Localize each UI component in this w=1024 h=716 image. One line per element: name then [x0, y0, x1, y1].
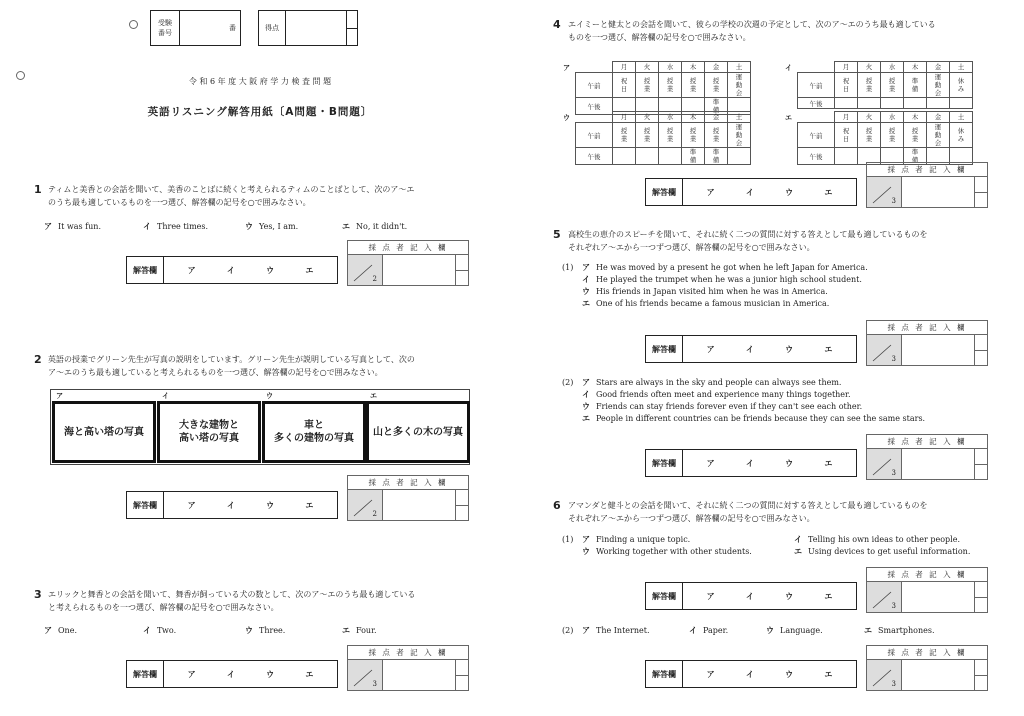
points: 3	[891, 469, 896, 477]
schedule-cell: 祝 日	[835, 123, 858, 148]
schedule-cell: 授 業	[659, 123, 682, 148]
answer-row[interactable]	[645, 582, 857, 610]
day-header: 木	[682, 112, 705, 123]
day-header: 火	[636, 62, 659, 73]
answer-row[interactable]	[645, 449, 857, 477]
choice-item: イ Paper.	[689, 626, 729, 635]
table-label: エ	[785, 114, 792, 122]
schedule-cell: 準 備	[904, 148, 927, 165]
picture-label: エ	[370, 392, 377, 400]
points: 3	[891, 602, 896, 610]
answer-row[interactable]	[126, 660, 338, 688]
ban-label: 番	[229, 24, 236, 32]
day-header: 火	[858, 112, 881, 123]
schedule-cell: 運 動 会	[927, 123, 950, 148]
day-header: 水	[881, 62, 904, 73]
question-text: 英語の授業でグリーン先生が写真の説明をしています。グリーン先生が説明している写真として、次の ア～エのうち最も適していると考えられるものを一つ選び、解答欄の記号を○で囲みなさい。	[48, 355, 415, 377]
choice-item: ウ Working together with other students.	[582, 547, 752, 556]
period-label: 午前	[576, 73, 613, 98]
option-i[interactable]: イ	[226, 265, 235, 275]
day-header: 木	[904, 62, 927, 73]
schedule-cell	[858, 98, 881, 109]
choice-item: ウ Three.	[245, 626, 286, 635]
answer-row[interactable]	[645, 660, 857, 688]
choice-list: ア He was moved by a present he got when he left Japan for America. イ He played the trumpet when he was a junior high school student. ウ His friends in Japan visited him when he was in America. エ One of his friends became a famous musician in America.	[582, 263, 868, 308]
option-a[interactable]: ア	[706, 669, 715, 679]
schedule-cell	[904, 98, 927, 109]
schedule-cell: 授 業	[682, 73, 705, 98]
scorer-label: 採 点 者 記 入 欄	[867, 646, 987, 660]
exam-number-box[interactable]	[150, 10, 241, 46]
answer-label: 解答欄	[127, 492, 164, 518]
option-i[interactable]: イ	[226, 669, 235, 679]
table-corner	[798, 62, 835, 73]
choice-item: イ Three times.	[143, 222, 209, 231]
schedule-cell: 運 動 会	[728, 73, 751, 98]
scorer-label: 採 点 者 記 入 欄	[867, 435, 987, 449]
scorer-box	[866, 162, 988, 208]
period-label: 午後	[798, 98, 835, 109]
day-header: 月	[835, 112, 858, 123]
scorer-label: 採 点 者 記 入 欄	[867, 321, 987, 335]
sub-question-label: (2)	[562, 626, 574, 635]
picture-label: ア	[56, 392, 63, 400]
scorer-label: 採 点 者 記 入 欄	[867, 163, 987, 177]
sub-question-label: (2)	[562, 378, 574, 387]
choice-item: エ Four.	[342, 626, 377, 635]
question-number: 1	[34, 183, 42, 196]
question-text: エリックと舞香との会話を聞いて、舞香が飼っている犬の数として、次のア～エのうち最も適している と考えられるものを一つ選び、解答欄の記号を○で囲みなさい。	[48, 590, 416, 612]
day-header: 金	[927, 112, 950, 123]
schedule-table	[797, 111, 973, 165]
scorer-box	[347, 475, 469, 521]
schedule-table	[575, 61, 751, 115]
table-label: ウ	[563, 114, 570, 122]
option-e[interactable]: エ	[824, 458, 833, 468]
answer-label: 解答欄	[646, 179, 683, 205]
schedule-cell	[950, 98, 973, 109]
option-a[interactable]: ア	[187, 669, 196, 679]
schedule-table	[797, 61, 973, 109]
schedule-cell: 授 業	[613, 123, 636, 148]
option-i[interactable]: イ	[745, 458, 754, 468]
option-u[interactable]: ウ	[266, 669, 275, 679]
score-label: 得点	[259, 11, 286, 45]
exam-number-label: 受験	[158, 19, 172, 27]
scorer-label: 採 点 者 記 入 欄	[867, 568, 987, 582]
day-header: 土	[950, 112, 973, 123]
day-header: 土	[728, 62, 751, 73]
option-e[interactable]: エ	[305, 265, 314, 275]
sub-question-label: (1)	[562, 535, 574, 544]
question-number: 6	[553, 499, 561, 512]
option-u[interactable]: ウ	[785, 187, 794, 197]
schedule-cell: 授 業	[636, 123, 659, 148]
option-e[interactable]: エ	[824, 344, 833, 354]
day-header: 金	[927, 62, 950, 73]
schedule-cell: 運 動 会	[728, 123, 751, 148]
option-e[interactable]: エ	[824, 669, 833, 679]
schedule-cell: 祝 日	[613, 73, 636, 98]
question-number: 2	[34, 353, 42, 366]
picture-option: 大きな建物と 高い塔の写真	[157, 401, 261, 463]
day-header: 金	[705, 112, 728, 123]
scorer-box	[866, 645, 988, 691]
schedule-cell	[636, 148, 659, 165]
choice-item: ア The Internet.	[582, 626, 650, 635]
answer-row[interactable]	[126, 491, 338, 519]
schedule-cell: 準 備	[705, 98, 728, 115]
schedule-cell: 休 み	[950, 73, 973, 98]
schedule-cell: 授 業	[904, 123, 927, 148]
scorer-label: 採 点 者 記 入 欄	[348, 241, 468, 255]
schedule-cell: 準 備	[904, 73, 927, 98]
picture-option: 山と多くの木の写真	[366, 401, 470, 463]
question-text: 高校生の恵介のスピーチを聞いて、それに続く二つの質問に対する答えとして最も適しているものを それぞれア～エから一つずつ選び、解答欄の記号を○で囲みなさい。	[568, 230, 928, 252]
schedule-cell	[927, 98, 950, 109]
day-header: 金	[705, 62, 728, 73]
choice-item: イ Telling his own ideas to other people.	[794, 535, 960, 544]
schedule-cell: 授 業	[881, 73, 904, 98]
sub-question-label: (1)	[562, 263, 574, 272]
option-i[interactable]: イ	[745, 591, 754, 601]
answer-label: 解答欄	[646, 583, 683, 609]
period-label: 午後	[798, 148, 835, 165]
score-box[interactable]	[258, 10, 358, 46]
scorer-box	[347, 645, 469, 691]
schedule-cell	[728, 148, 751, 165]
scorer-label: 採 点 者 記 入 欄	[348, 476, 468, 490]
day-header: 木	[682, 62, 705, 73]
schedule-cell: 授 業	[858, 123, 881, 148]
answer-row[interactable]	[126, 256, 338, 284]
schedule-cell: 授 業	[705, 73, 728, 98]
choice-item: エ Using devices to get useful information.	[794, 547, 971, 556]
points: 3	[891, 680, 896, 688]
question-number: 3	[34, 588, 42, 601]
answer-label: 解答欄	[646, 336, 683, 362]
choice-item: ア It was fun.	[44, 222, 101, 231]
option-u[interactable]: ウ	[785, 458, 794, 468]
answer-row[interactable]	[645, 178, 857, 206]
answer-label: 解答欄	[646, 661, 683, 687]
schedule-cell	[613, 148, 636, 165]
points: 2	[372, 510, 377, 518]
schedule-cell: 祝 日	[835, 73, 858, 98]
question-text: アマンダと健斗との会話を聞いて、それに続く二つの質問に対する答えとして最も適しているものを それぞれア～エから一つずつ選び、解答欄の記号を○で囲みなさい。	[568, 501, 928, 523]
option-e[interactable]: エ	[305, 500, 314, 510]
punch-hole-mark	[129, 20, 138, 29]
day-header: 月	[613, 112, 636, 123]
exam-subtitle: 令 和 6 年 度 大 阪 府 学 力 検 査 問 題	[188, 77, 332, 86]
schedule-cell	[659, 148, 682, 165]
option-i[interactable]: イ	[745, 344, 754, 354]
exam-number-label: 番号	[158, 29, 172, 37]
option-u[interactable]: ウ	[785, 591, 794, 601]
schedule-cell	[835, 148, 858, 165]
day-header: 木	[904, 112, 927, 123]
choice-item: ウ Yes, I am.	[245, 222, 299, 231]
day-header: 水	[659, 62, 682, 73]
option-a[interactable]: ア	[706, 187, 715, 197]
answer-label: 解答欄	[646, 450, 683, 476]
points: 3	[891, 355, 896, 363]
points: 3	[891, 197, 896, 205]
option-u[interactable]: ウ	[266, 265, 275, 275]
schedule-cell: 運 動 会	[927, 73, 950, 98]
option-a[interactable]: ア	[706, 591, 715, 601]
day-header: 水	[881, 112, 904, 123]
option-u[interactable]: ウ	[266, 500, 275, 510]
question-number: 5	[553, 228, 561, 241]
choice-item: ア Finding a unique topic.	[582, 535, 691, 544]
period-label: 午前	[798, 73, 835, 98]
day-header: 月	[613, 62, 636, 73]
period-label: 午前	[576, 123, 613, 148]
option-a[interactable]: ア	[706, 458, 715, 468]
table-corner	[576, 62, 613, 73]
schedule-cell: 準 備	[705, 148, 728, 165]
question-number: 4	[553, 18, 561, 31]
option-a[interactable]: ア	[187, 500, 196, 510]
picture-label: イ	[162, 392, 169, 400]
option-a[interactable]: ア	[706, 344, 715, 354]
option-i[interactable]: イ	[745, 669, 754, 679]
table-corner	[798, 112, 835, 123]
schedule-cell: 授 業	[858, 73, 881, 98]
schedule-cell: 準 備	[682, 148, 705, 165]
period-label: 午後	[576, 148, 613, 165]
schedule-cell: 休 み	[950, 123, 973, 148]
scorer-label: 採 点 者 記 入 欄	[348, 646, 468, 660]
schedule-cell: 授 業	[636, 73, 659, 98]
picture-option: 車と 多くの建物の写真	[262, 401, 366, 463]
answer-label: 解答欄	[127, 661, 164, 687]
option-e[interactable]: エ	[824, 591, 833, 601]
scorer-box	[866, 320, 988, 366]
option-u[interactable]: ウ	[785, 669, 794, 679]
answer-label: 解答欄	[127, 257, 164, 283]
day-header: 水	[659, 112, 682, 123]
day-header: 火	[636, 112, 659, 123]
choice-item: イ Two.	[143, 626, 177, 635]
choice-list: ア Stars are always in the sky and people can always see them. イ Good friends often meet and experience many things together. ウ Friends can stay friends forever even if they can't see each other. エ People in different countries can be friends because they can see the same stars.	[582, 378, 926, 423]
table-corner	[576, 112, 613, 123]
option-i[interactable]: イ	[745, 187, 754, 197]
choice-item: エ No, it didn't.	[342, 222, 408, 231]
answer-row[interactable]	[645, 335, 857, 363]
table-label: ア	[563, 64, 570, 72]
day-header: 火	[858, 62, 881, 73]
picture-label: ウ	[266, 392, 273, 400]
scorer-box	[347, 240, 469, 286]
scorer-box	[866, 434, 988, 480]
period-label: 午前	[798, 123, 835, 148]
table-label: イ	[785, 64, 792, 72]
option-e[interactable]: エ	[824, 187, 833, 197]
question-text: エイミーと健太との会話を聞いて、彼らの学校の次週の予定として、次のア～エのうち最も適している ものを一つ選び、解答欄の記号を○で囲みなさい。	[568, 20, 936, 42]
schedule-cell: 授 業	[659, 73, 682, 98]
scorer-box	[866, 567, 988, 613]
question-text: ティムと美香との会話を聞いて、美香のことばに続くと考えられるティムのことばとして、次のア～エ のうち最も適しているものを一つ選び、解答欄の記号を○で囲みなさい。	[48, 185, 415, 207]
option-i[interactable]: イ	[226, 500, 235, 510]
picture-option: 海と高い塔の写真	[52, 401, 156, 463]
day-header: 月	[835, 62, 858, 73]
schedule-cell	[835, 98, 858, 109]
points: 2	[372, 275, 377, 283]
option-u[interactable]: ウ	[785, 344, 794, 354]
schedule-cell: 授 業	[881, 123, 904, 148]
schedule-cell	[881, 98, 904, 109]
choice-item: ア One.	[44, 626, 77, 635]
schedule-table	[575, 111, 751, 165]
day-header: 土	[950, 62, 973, 73]
schedule-cell: 授 業	[682, 123, 705, 148]
option-e[interactable]: エ	[305, 669, 314, 679]
punch-hole-mark	[16, 71, 25, 80]
period-label: 午後	[576, 98, 613, 115]
day-header: 土	[728, 112, 751, 123]
points: 3	[372, 680, 377, 688]
choice-item: エ Smartphones.	[864, 626, 935, 635]
sheet-title: 英語リスニング解答用紙〔A問題・B問題〕	[147, 106, 373, 118]
option-a[interactable]: ア	[187, 265, 196, 275]
schedule-cell: 授 業	[705, 123, 728, 148]
choice-item: ウ Language.	[766, 626, 823, 635]
